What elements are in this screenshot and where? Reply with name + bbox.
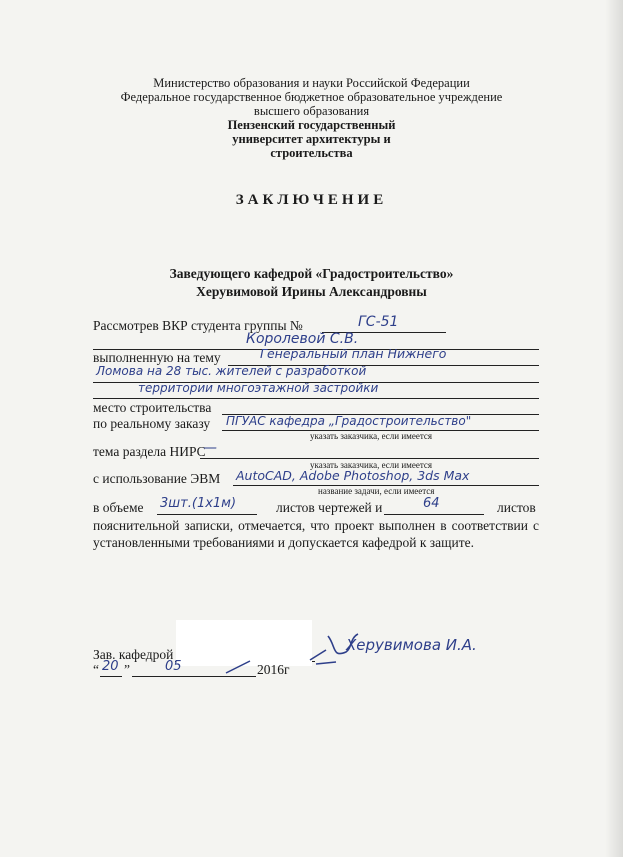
site-label: место строительства	[93, 400, 212, 415]
nirs-value-handwritten: —	[203, 440, 217, 456]
nirs-hint: указать заказчика, если имеется	[310, 460, 433, 470]
date-quote-close: ”	[124, 662, 130, 677]
date-quote-open: “	[93, 662, 99, 677]
review-label: Рассмотрев ВКР студента группы №	[93, 318, 303, 333]
pages-value-handwritten: 64	[423, 496, 440, 511]
volume-suffix: листов	[497, 500, 536, 515]
volume-value-handwritten: 3шт.(1х1м)	[160, 496, 237, 511]
date-day-underline	[100, 676, 122, 677]
volume-middle: листов чертежей и	[276, 500, 383, 515]
topic-line3-handwritten: территории многоэтажной застройки	[138, 381, 379, 395]
pages-underline	[384, 514, 484, 515]
institution-type-line: Федеральное государственное бюджетное образовательное учреждение	[120, 90, 503, 104]
signature-name-handwritten: Херувимова И.А.	[346, 636, 477, 654]
date-slash-mark	[224, 655, 254, 677]
topic-underline-3	[93, 398, 539, 399]
volume-underline	[157, 514, 257, 515]
topic-line2-handwritten: Ломова на 28 тыс. жителей с разработкой	[96, 364, 367, 378]
evm-label: с использование ЭВМ	[93, 471, 221, 486]
order-label: по реальному заказу	[93, 416, 211, 431]
conclusion-paragraph: пояснительной записки, отмечается, что проект выполнен в соответствии с установленными требованиями и допускается кафедрой к защите.	[93, 518, 539, 550]
order-value-handwritten: ПГУАС кафедра „Градостроительство"	[226, 414, 472, 428]
evm-value-handwritten: AutoCAD, Adobe Photoshop, 3ds Max	[236, 468, 470, 483]
nirs-label: тема раздела НИРС	[93, 444, 206, 459]
addressee-line1: Заведующего кафедрой «Градостроительство»	[169, 266, 454, 281]
date-year: 2016г	[257, 662, 290, 677]
student-name-handwritten: Королевой С.В.	[246, 331, 359, 347]
topic-line1-handwritten: Генеральный план Нижнего	[260, 346, 447, 361]
university-name-line1: Пензенский государственный	[227, 118, 396, 132]
evm-hint: название задачи, если имеется	[318, 486, 435, 496]
group-number-handwritten: ГС-51	[358, 314, 399, 330]
order-hint: указать заказчика, если имеется	[310, 431, 433, 441]
topic-label: выполненную на тему	[93, 350, 221, 365]
ministry-line: Министерство образования и науки Российской Федерации	[153, 76, 470, 90]
date-day-handwritten: 20	[102, 659, 119, 674]
university-name-line2: университет архитектуры и	[232, 132, 391, 146]
education-level-line: высшего образования	[253, 104, 370, 118]
volume-prefix: в объеме	[93, 500, 144, 515]
date-month-handwritten: 05	[165, 659, 182, 674]
nirs-underline	[200, 458, 539, 459]
university-name-line3: строительства	[270, 146, 353, 160]
document-title: ЗАКЛЮЧЕНИЕ	[235, 192, 388, 208]
addressee-line2: Херувимовой Ирины Александровны	[196, 284, 427, 299]
head-label: Зав. кафедрой	[93, 647, 174, 662]
